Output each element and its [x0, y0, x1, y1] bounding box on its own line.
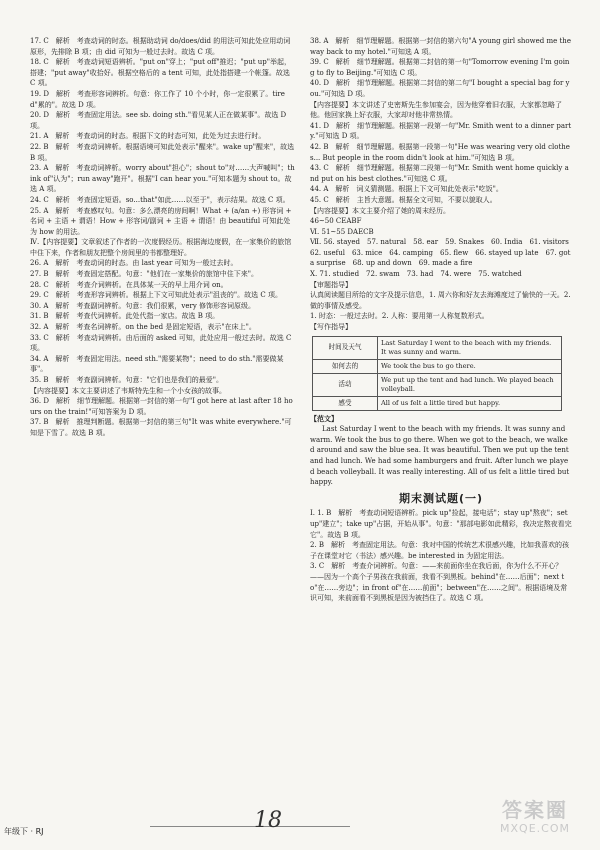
- answer-item: 43. C 解析 细节理解题。根据第二段第一句"Mr. Smith went home quickly and put on his best clothes."可知选 C 项。: [310, 164, 569, 183]
- answer-item: 22. B 解析 考查动词辨析。根据语境可知此处表示"醒来"。wake up"醒来"，故选 B 项。: [30, 142, 295, 162]
- writing-table-key: 活动: [313, 373, 378, 396]
- answer-item: 18. C 解析 考查动词短语辨析。"put on"穿上；"put off"推迟；"put up"举起，搭建；"put away"收拾好。根据空格后的 a tent 可知，此处指搭建一个帐篷。故选 C 项。: [30, 58, 292, 88]
- writing-table-value: Last Saturday I went to the beach with my friends. It was sunny and warm.: [378, 336, 562, 359]
- answer-item: Ⅳ.【内容提要】文章叙述了作者的一次度假经历。根据海边度假，在一家集价的旅馆中住下来，作者和朋友把整个房间里的书都整理好。: [30, 238, 292, 257]
- final-answer-item: 3. C 解析 考查介词辨析。句意：——来前面你坐在我后面，你为什么不开心？——因为一个高个子男孩在我前面，我看不到黑板。behind"在……后面"；next to"在……旁边"；in front of"在……前面"；between"在……之间"。根据语境及常识可知，来前面看不到黑板是因为被挡住了。故选 C 项。: [310, 562, 568, 603]
- answer-item: 41. D 解析 细节理解题。根据第一段第一句"Mr. Smith went to a dinner party."可知选 D 项。: [310, 121, 572, 141]
- answer-item: 46~50 CEABF: [310, 217, 362, 226]
- answer-item: 36. D 解析 细节理解题。根据第一封信的第一句"I got here at last after 18 hours on the train!"可知答案为 D 项。: [30, 397, 293, 416]
- answer-item: 24. C 解析 考查固定短语。so...that"如此……以至于"，表示结果。故选 C 项。: [30, 195, 290, 204]
- footer-grade-label: 年级下 · RJ: [4, 827, 44, 836]
- answer-item: 17. C 解析 考查动词的时态。根据助动词 do/does/did 的用法可知此处应用动词原形，先排除 B 项；由 did 可知为一般过去时。故选 C 项。: [30, 37, 291, 56]
- answer-item: 【内容提要】本文主要介绍了她的周末经历。: [310, 206, 450, 215]
- handwritten-page-number: 18: [254, 808, 282, 833]
- watermark-line1: 答案圈: [502, 798, 568, 822]
- answer-item: Ⅶ. 56. stayed 57. natural 58. ear 59. Snakes 60. India 61. visitors 62. useful 63. mice 64. camping 65. flew 66. stayed up late 67. got a surprise 68. up and down 69. made a fire: [310, 238, 576, 268]
- left-column: [30, 36, 296, 439]
- writing-guide-table: [312, 336, 562, 411]
- site-watermark: [480, 798, 590, 842]
- right-answer-list: [310, 36, 576, 333]
- writing-table-row: [313, 396, 562, 410]
- final-answer-item: Ⅰ. 1. B 解析 考查动词短语辨析。pick up"捡起，接电话"；stay up"熬夜"；set up"建立"；take up"占据，开始从事"。句意："那部电影如此精彩，我决定熬夜看完它"。故选 B 项。: [310, 509, 572, 539]
- answer-item: 45. C 解析 主旨大意题。根据全文可知，不要以貌取人。: [310, 195, 497, 204]
- answer-item: 42. B 解析 细节理解题。根据第一段第一句"He was wearing very old clothes... But people in the room didn't look at him."可知选 B 项。: [310, 142, 570, 162]
- final-test-answers: [310, 508, 572, 603]
- writing-table-value: We took the bus to go there.: [378, 359, 562, 373]
- final-answer-item: 2. B 解析 考查固定用法。句意：我对中国的传统艺术很感兴趣，比如我喜欢的孩子在课堂对它（书法）感兴趣。be interested in 为固定用法。: [310, 541, 570, 560]
- answer-item: 25. A 解析 考查感叹句。句意：多么漂亮的房间啊！What + (a/an +) 形容词 + 名词 + 主语 + 谓语！How + 形容词/副词 + 主语 + 谓语！由 beautiful 可知此处为 how 的用法。: [30, 206, 292, 236]
- model-essay-title: 【范文】: [310, 413, 338, 423]
- watermark-line2: MXQE.COM: [500, 822, 570, 835]
- section-title: 期末测试题(一): [398, 491, 484, 505]
- answer-item: 19. D 解析 考查形容词辨析。句意：你工作了 10 个小时，你一定很累了。tired"累的"。故选 D 项。: [30, 89, 285, 109]
- answer-item: 40. D 解析 细节理解题。根据第二封信的第二句"I bought a special bag for you."可知选 D 项。: [310, 79, 570, 98]
- answer-item: 39. C 解析 细节理解题。根据第二封信的第一句"Tomorrow evening I'm going to fly to Beijing."可知选 C 项。: [310, 58, 570, 77]
- answer-item: 32. A 解析 考查名词辨析。on the bed 是固定短语，表示"在床上"。: [30, 323, 256, 332]
- writing-table-row: [313, 373, 562, 396]
- answer-item: 1. 时态：一般过去时。2. 人称：要用第一人称复数形式。: [310, 312, 489, 321]
- answer-item: 26. A 解析 考查动词的时态。由 last year 可知为一般过去时。: [30, 259, 238, 268]
- answer-item: 29. C 解析 考查形容词辨析。根据上下文可知此处表示"沮丧的"。故选 C 项。: [30, 291, 282, 300]
- answer-item: 【审题指导】: [310, 280, 352, 289]
- answer-item: Ⅹ. 71. studied 72. swam 73. had 74. were 75. watched: [310, 270, 522, 279]
- writing-table-row: [313, 359, 562, 373]
- answer-item: 认真阅读题目所给的文字及提示信息，1. 周六你和好友去海滩度过了愉快的一天。2. 做的事情及感受。: [310, 291, 571, 310]
- answer-item: 30. A 解析 考查副词辨析。句意：我们很累，very 修饰形容词原级。: [30, 301, 256, 310]
- right-column: [310, 36, 576, 604]
- writing-table-key: 如何去的: [313, 359, 378, 373]
- answer-item: 33. C 解析 考查动词辨析。由后面的 asked 可知，此处应用一般过去时。故选 C 项。: [30, 333, 292, 353]
- model-essay: Last Saturday I went to the beach with my friends. It was sunny and warm. We took the bus to go there. When we got to the beach, we walked around and saw the blue sea. It was beautiful. Then we put up the tent and had lunch. We had some hamburgers and fruit. After lunch we played beach volleyball. It was really interesting. All of us felt a little tired but happy.: [310, 425, 570, 487]
- answer-item: 34. A 解析 考查固定用法。need sth."需要某物"；need to do sth."需要做某事"。: [30, 354, 284, 374]
- answer-item: 【内容提要】本文讲述了史密斯先生参加宴会，因为他穿着旧衣服，大家都忽略了他。他回家换上好衣服，大家却对他非常热情。: [310, 100, 562, 120]
- writing-table-key: 时间及天气: [313, 336, 378, 359]
- writing-table-value: We put up the tent and had lunch. We played beach volleyball.: [378, 373, 562, 396]
- answer-item: 44. A 解析 词义猜测题。根据上下文可知此处表示"吃饭"。: [310, 185, 503, 194]
- answer-item: 28. C 解析 考查介词辨析。在具体某一天的早上用介词 on。: [30, 280, 228, 289]
- answer-item: 37. B 解析 推理判断题。根据第一封信的第三句"It was white everywhere."可知是下雪了。故选 B 项。: [30, 418, 292, 437]
- answer-item: 【写作指导】: [310, 323, 352, 332]
- answer-item: 35. B 解析 考查副词辨析。句意："它们也是我们的最爱"。: [30, 376, 223, 384]
- answer-item: 【内容提要】本文主要讲述了韦斯特先生和一个小女孩的故事。: [30, 386, 226, 395]
- answer-item: 20. D 解析 考查固定用法。see sb. doing sth."看见某人正在做某事"。故选 D 项。: [30, 111, 287, 130]
- footer-rule: [150, 826, 350, 827]
- answer-item: 27. B 解析 考查固定搭配。句意："他们在一家集价的旅馆中住下来"。: [30, 270, 258, 279]
- writing-table-value: All of us felt a little tired but happy.: [378, 396, 562, 410]
- answer-item: 31. B 解析 考查代词辨析。此处代指一家店。故选 B 项。: [30, 312, 220, 321]
- answer-item: 21. A 解析 考查动词的时态。根据下文的时态可知，此处为过去进行时。: [30, 132, 266, 141]
- answer-item: Ⅵ. 51~55 DAECB: [310, 227, 374, 236]
- answer-item: 23. A 解析 考查动词辨析。worry about"担心"；shout to"对……大声喊叫"；think of"认为"；run away"跑开"。根据"I can hear you."可知本题为 shout to。故选 A 项。: [30, 164, 295, 194]
- answer-item: 38. A 解析 细节理解题。根据第一封信的第六句"A young girl showed me the way back to my hotel."可知选 A 项。: [310, 37, 571, 56]
- writing-table-row: [313, 336, 562, 359]
- writing-table-key: 感受: [313, 396, 378, 410]
